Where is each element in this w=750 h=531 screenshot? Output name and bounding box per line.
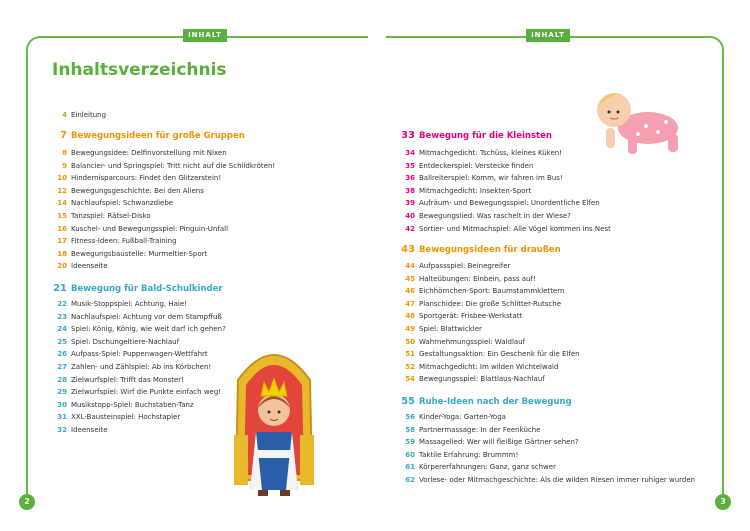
toc-entry-label: Aufpassspiel: Beinegreifer (419, 262, 511, 270)
toc-page-number: 39 (405, 199, 415, 208)
toc-page-number: 35 (405, 161, 415, 170)
toc-entry-label: Bewegungslied: Was raschelt in der Wiese? (419, 212, 571, 220)
toc-entry-label: Musik-Stoppspiel: Achtung, Haie! (71, 300, 187, 308)
toc-entry-label: Kuschel- und Bewegungsspiel: Pinguin-Unfall (71, 224, 229, 233)
toc-page-number: 28 (57, 375, 67, 384)
toc-entry-label: Fitness-Ideen: Fußball-Training (71, 237, 177, 246)
toc-page-number: 25 (57, 337, 67, 346)
toc-entry[interactable] (400, 216, 611, 233)
toc-page-number: 58 (405, 425, 415, 434)
toc-entry[interactable] (400, 354, 559, 371)
header-tab-left: INHALT (183, 29, 227, 42)
toc-entry-label: Mitmachgedicht: Im wilden Wichtelwald (419, 362, 559, 371)
toc-entry-label: Ideenseite (71, 262, 108, 271)
toc-entry[interactable] (52, 392, 194, 409)
toc-entry[interactable] (400, 316, 482, 333)
toc-page-number: 45 (405, 274, 415, 283)
toc-entry[interactable] (400, 429, 579, 447)
toc-page-number: 38 (405, 186, 415, 195)
toc-page-number: 42 (405, 224, 415, 233)
toc-entry-label: Nachlaufspiel: Schwanzdiebe (71, 199, 174, 208)
toc-page-number: 29 (57, 388, 67, 397)
toc-entry-label: Nachlaufspiel: Achtung vor dem Stampffuß (71, 312, 222, 321)
toc-page-number: 24 (57, 325, 67, 334)
section-page-number: 21 (53, 283, 67, 294)
toc-entry-intro[interactable] (52, 102, 107, 119)
toc-entry[interactable] (400, 190, 600, 208)
toc-entry[interactable] (52, 203, 151, 220)
toc-page-number: 18 (57, 249, 67, 258)
toc-page-number: 49 (405, 325, 415, 333)
toc-page-number: 16 (57, 224, 67, 233)
toc-entry[interactable] (52, 140, 227, 157)
toc-entry-label: Bewegungsgeschichte: Bei den Aliens (71, 186, 204, 195)
toc-entry-label: Spiel: Dschungeltiere-Nachlauf (71, 337, 180, 346)
toc-entry-label: Spiel: König, König, wie weit darf ich gehen? (71, 325, 226, 334)
toc-entry[interactable] (400, 203, 571, 220)
section-heading-2[interactable] (52, 276, 223, 294)
toc-entry[interactable] (400, 140, 563, 157)
section-heading-3[interactable] (400, 123, 552, 141)
toc-page-number: 20 (57, 262, 67, 271)
toc-entry-label: Mitmachgedicht: Tschüss, kleines Küken! (419, 149, 563, 157)
king-illustration (228, 340, 320, 500)
toc-page-number: 36 (405, 174, 415, 183)
toc-entry-label: Balancier- und Springspiel: Tritt nicht auf die Schildkröten! (71, 161, 276, 170)
toc-page-number: 51 (405, 350, 415, 359)
toc-entry-label: Sortier- und Mitmachspiel: Alle Vögel kommen ins Nest (419, 224, 611, 233)
section-title: Bewegung für Bald-Schulkinder (71, 284, 223, 294)
toc-page-number: 56 (405, 413, 415, 421)
section-page-number: 55 (401, 396, 415, 407)
toc-page-number: 59 (405, 438, 415, 447)
toc-entry-label: Entdeckerspiel: Verstecke finden (419, 161, 534, 170)
toc-entry[interactable] (52, 304, 222, 321)
toc-entry-label: Ideenseite (71, 426, 108, 434)
toc-entry-label: Sportgerät: Frisbee-Werkstatt (419, 312, 523, 321)
toc-page-number: 23 (57, 312, 67, 321)
toc-page-number: 46 (405, 287, 415, 296)
toc-entry[interactable] (52, 190, 174, 208)
toc-entry[interactable] (52, 153, 276, 170)
toc-page-number: 31 (57, 413, 67, 422)
toc-entry-label: Spiel: Blattwickler (419, 325, 482, 333)
section-title: Bewegung für die Kleinsten (419, 131, 552, 141)
toc-entry-label: Körpererfahrungen: Ganz, ganz schwer (419, 463, 556, 472)
toc-entry-label: Mitmachgedicht: Insekten-Sport (419, 186, 532, 195)
toc-entry[interactable] (400, 404, 506, 421)
toc-page-number: 50 (405, 337, 415, 346)
toc-entry[interactable] (400, 366, 545, 384)
toc-page-number: 27 (57, 363, 67, 371)
header-tab-right: INHALT (526, 29, 570, 42)
toc-entry[interactable] (52, 354, 212, 371)
toc-page-number: 22 (57, 300, 67, 308)
toc-entry[interactable] (400, 454, 556, 472)
toc-entry[interactable] (52, 417, 108, 434)
toc-entry[interactable] (400, 467, 696, 484)
toc-entry[interactable] (52, 379, 222, 397)
toc-entry[interactable] (52, 367, 184, 384)
toc-entry-label: Vorlese- oder Mitmachgeschichte: Als die wilden Riesen immer ruhiger wurden (419, 476, 696, 484)
toc-entry-label: XXL-Bausteinspiel: Hochstapler (71, 413, 181, 422)
toc-page-number: 14 (57, 199, 67, 208)
toc-entry[interactable] (400, 266, 536, 283)
toc-entry[interactable] (400, 178, 532, 195)
toc-page-number: 61 (405, 463, 415, 472)
toc-entry-label: Hindernisparcours: Findet den Glitzerstein! (71, 174, 222, 183)
toc-entry-label: Zielwurfspiel: Wirf die Punkte einfach weg! (71, 388, 222, 397)
section-page-number: 7 (60, 130, 67, 141)
section-title: Bewegungsideen für große Gruppen (71, 131, 245, 141)
toc-entry[interactable] (52, 165, 222, 183)
toc-page-number: 52 (405, 362, 415, 371)
toc-page-number: 4 (62, 111, 67, 119)
toc-page-number: 8 (62, 149, 67, 157)
toc-entry-label: Halteübungen: Einbein, pass auf! (419, 274, 536, 283)
toc-page-number: 17 (57, 237, 67, 246)
toc-page-number: 60 (405, 450, 415, 459)
toc-entry-label: Einleitung (71, 111, 107, 119)
toc-entry[interactable] (400, 442, 519, 459)
toc-page-number: 12 (57, 186, 67, 195)
section-title: Bewegungsideen für draußen (419, 245, 561, 255)
toc-page-number: 32 (57, 426, 67, 434)
page-number-left: 2 (19, 494, 35, 510)
toc-page-number: 40 (405, 212, 415, 220)
section-heading-1[interactable] (52, 123, 245, 141)
toc-entry[interactable] (52, 228, 177, 246)
toc-entry-label: Zahlen- und Zählspiel: Ab ins Körbchen! (71, 363, 212, 371)
toc-entry[interactable] (400, 417, 541, 434)
toc-entry[interactable] (400, 291, 562, 308)
baby-illustration (588, 82, 688, 158)
toc-entry[interactable] (52, 241, 208, 258)
toc-page-number: 48 (405, 312, 415, 321)
toc-entry-label: Bewegungsspiel: Blattlaus-Nachlauf (419, 375, 545, 384)
toc-entry[interactable] (400, 153, 534, 170)
toc-entry-label: Aufräum- und Bewegungsspiel: Unordentliche Elfen (419, 199, 600, 208)
toc-page-number: 10 (57, 174, 67, 183)
toc-entry[interactable] (52, 329, 180, 346)
toc-entry[interactable] (52, 316, 226, 334)
toc-entry[interactable] (52, 291, 187, 308)
toc-entry-label: Wahrnehmungsspiel: Waldlauf (419, 337, 526, 346)
toc-page-number: 54 (405, 375, 415, 384)
toc-page-number: 15 (57, 212, 67, 220)
toc-entry[interactable] (400, 303, 523, 321)
toc-page-number: 26 (57, 350, 67, 359)
section-page-number: 43 (401, 244, 415, 255)
toc-entry[interactable] (52, 178, 204, 195)
toc-entry[interactable] (52, 341, 208, 359)
toc-entry-label: Partnermassage: In der Feenküche (419, 425, 541, 434)
toc-entry-label: Aufpass-Spiel: Puppenwagen-Wettfahrt (71, 350, 208, 359)
toc-entry-label: Zielwurfspiel: Trifft das Monster! (71, 375, 184, 384)
toc-entry[interactable] (400, 329, 526, 346)
toc-entry[interactable] (400, 278, 565, 296)
page-title: Inhaltsverzeichnis (52, 60, 227, 80)
page-number-right: 3 (715, 494, 731, 510)
toc-entry-label: Musikstopp-Spiel: Buchstaben-Tanz (71, 400, 194, 409)
toc-page-number: 62 (405, 476, 415, 484)
toc-entry-label: Planschidee: Die große Schlitter-Rutsche (419, 299, 562, 308)
toc-page-number: 34 (405, 149, 415, 157)
toc-entry-label: Bewegungsbaustelle: Murmeltier-Sport (71, 249, 208, 258)
toc-entry[interactable] (400, 253, 511, 270)
toc-page-number: 9 (62, 161, 67, 170)
toc-entry-label: Eichhörnchen-Sport: Baumstammklettern (419, 287, 565, 296)
toc-entry[interactable] (52, 216, 229, 233)
toc-page-number: 30 (57, 400, 67, 409)
toc-entry-label: Kinder-Yoga: Garten-Yoga (419, 413, 506, 421)
toc-entry[interactable] (52, 404, 181, 422)
toc-entry-label: Taktile Erfahrung: Brummm! (419, 450, 519, 459)
section-heading-4[interactable] (400, 237, 561, 255)
toc-page-number: 47 (405, 299, 415, 308)
toc-entry[interactable] (52, 253, 108, 271)
section-heading-5[interactable] (400, 389, 572, 407)
toc-entry-label: Gestaltungsaktion: Ein Geschenk für die Elfen (419, 350, 580, 359)
section-title: Ruhe-Ideen nach der Bewegung (419, 397, 572, 407)
toc-entry-label: Tanzspiel: Rätsel-Disko (71, 212, 151, 220)
toc-entry[interactable] (400, 165, 563, 183)
toc-entry-label: Ballreiterspiel: Komm, wir fahren im Bus! (419, 174, 563, 183)
section-page-number: 33 (401, 130, 415, 141)
toc-page-number: 44 (405, 262, 415, 270)
toc-entry-label: Bewegungsidee: Delfinvorstellung mit Nixen (71, 149, 227, 157)
toc-entry[interactable] (400, 341, 580, 359)
toc-entry-label: Massagelied: Wer will fleißige Gärtner sehen? (419, 438, 579, 447)
